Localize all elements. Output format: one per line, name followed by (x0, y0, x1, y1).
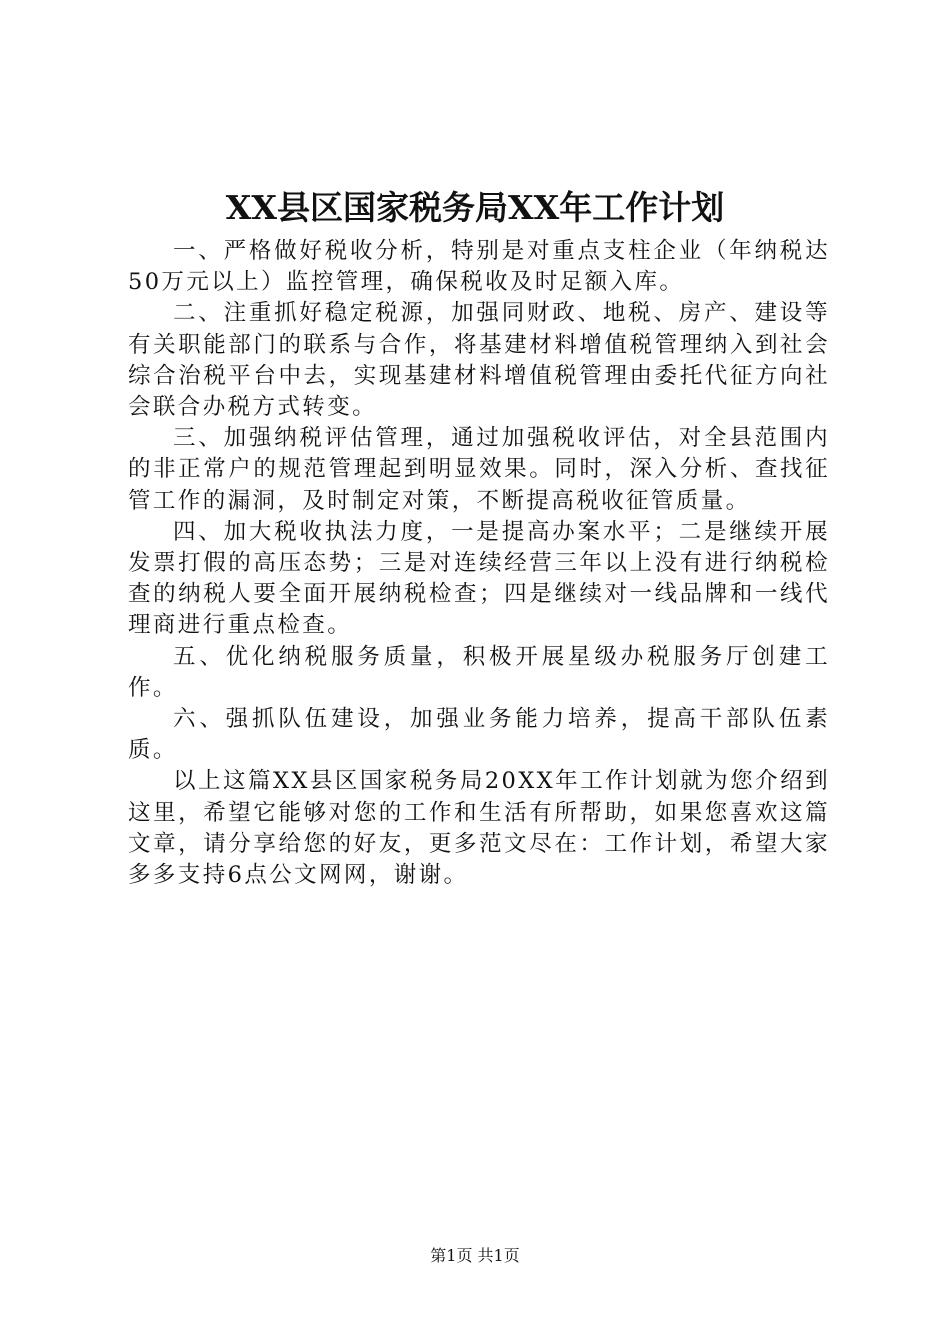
document-body (128, 236, 830, 891)
paragraph-2: 二、注重抓好稳定税源，加强同财政、地税、房产、建设等有关职能部门的联系与合作，将基建材料增值税管理纳入到社会综合治税平台中去，实现基建材料增值税管理由委托代征方向社会联合办税方式转变。 (128, 300, 830, 421)
paragraph-6: 六、强抓队伍建设，加强业务能力培养，提高干部队伍素质。 (128, 706, 830, 764)
document-title: XX县区国家税务局XX年工作计划 (225, 188, 725, 227)
paragraph-1: 一、严格做好税收分析，特别是对重点支柱企业（年纳税达50万元以上）监控管理，确保税收及时足额入库。 (128, 238, 830, 296)
paragraph-3: 三、加强纳税评估管理，通过加强税收评估，对全县范围内的非正常户的规范管理起到明显效果。同时，深入分析、查找征管工作的漏洞，及时制定对策，不断提高税收征管质量。 (128, 425, 830, 514)
paragraph-closing: 以上这篇XX县区国家税务局20XX年工作计划就为您介绍到这里，希望它能够对您的工作和生活有所帮助，如果您喜欢这篇文章，请分享给您的好友，更多范文尽在：工作计划，希望大家多多支持6点公文网网，谢谢。 (128, 768, 830, 889)
paragraph-4: 四、加大税收执法力度，一是提高办案水平；二是继续开展发票打假的高压态势；三是对连续经营三年以上没有进行纳税检查的纳税人要全面开展纳税检查；四是继续对一线品牌和一线代理商进行重点检查。 (128, 518, 830, 639)
paragraph-5: 五、优化纳税服务质量，积极开展星级办税服务厅创建工作。 (128, 643, 830, 701)
page-footer: 第1页 共1页 (430, 1246, 520, 1265)
